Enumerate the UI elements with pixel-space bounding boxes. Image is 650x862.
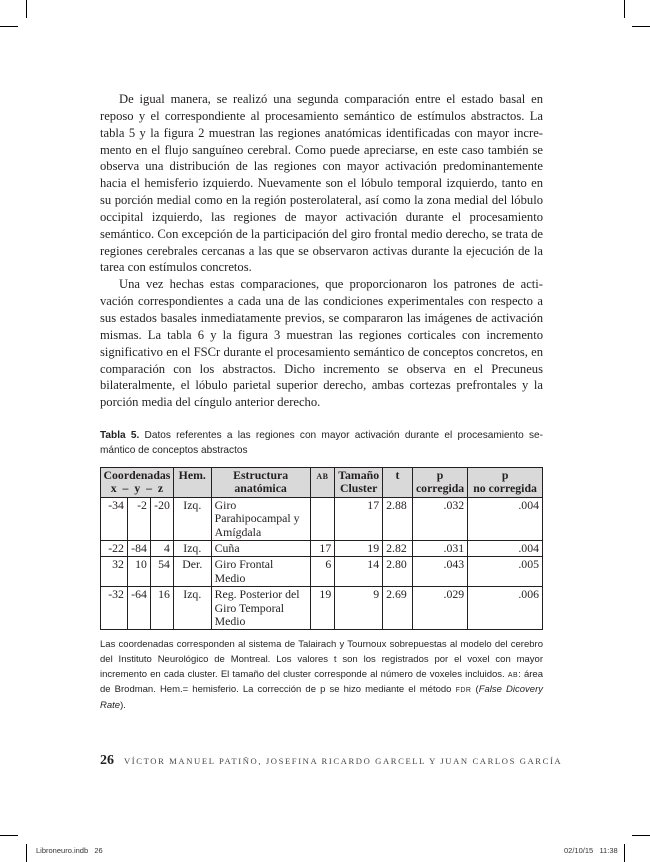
header-coordinates: Coordenadas x – y – z (101, 468, 174, 498)
running-authors: VÍCTOR MANUEL PATIÑO, JOSEFINA RICARDO GARCELL Y JUAN CARLOS GARCÍA (124, 756, 563, 766)
header-cluster: Tamaño Cluster (335, 468, 383, 498)
crop-mark-top-right-v (624, 0, 625, 18)
cell-y: -84 (127, 541, 150, 557)
table-caption (100, 429, 543, 458)
header-t: t (383, 468, 413, 498)
paragraph: Una vez hechas estas comparaciones, que proporcionaron los patrones de activación correspondientes a cada una de las condiciones experimentales con respecto a sus estados basales inmediatamente previos, se compararon las imágenes de activación mismas. La tabla 6 y la figura 3 muestran las regiones corticales con incremento significativo en el FSCr durante el procesamiento semántico de conceptos concretos, en comparación con los abstractos. Dicho incremento se observa en el Precuneus bilateralmente, el lóbulo parietal superior derecho, ambas cortezas prefrontales y la porción media del cíngulo anterior derecho. (100, 277, 543, 410)
table-header-row (101, 468, 543, 498)
cell-cluster: 9 (335, 587, 383, 630)
cell-hem: Izq. (173, 541, 211, 557)
cell-z: 4 (150, 541, 173, 557)
cell-ab (310, 497, 335, 540)
table-caption-text: Datos referentes a las regiones con mayor activación durante el procesamiento semántico de conceptos abstractos (100, 430, 543, 456)
cell-structure: Cuña (211, 541, 310, 557)
cell-t: 2.88 (383, 497, 413, 540)
cell-p-corrected: .032 (412, 497, 467, 540)
cell-structure: Reg. Posterior del Giro Temporal Medio (211, 587, 310, 630)
cell-y: -64 (127, 587, 150, 630)
crop-mark-top-left-h (0, 26, 18, 27)
page-number: 26 (100, 753, 114, 768)
cell-x: -34 (101, 497, 128, 540)
header-structure: Estructura anatómica (211, 468, 310, 498)
cell-ab: 6 (310, 557, 335, 587)
cell-p-corrected: .031 (412, 541, 467, 557)
cell-p-corrected: .029 (412, 587, 467, 630)
table-row (101, 497, 543, 540)
crop-mark-bottom-left-v (26, 844, 27, 862)
table-row (101, 541, 543, 557)
cell-cluster: 17 (335, 497, 383, 540)
cell-hem: Izq. (173, 587, 211, 630)
cell-y: -2 (127, 497, 150, 540)
body-text (100, 91, 543, 411)
cell-z: 16 (150, 587, 173, 630)
cell-z: 54 (150, 557, 173, 587)
page-footer (100, 751, 562, 769)
cell-hem: Izq. (173, 497, 211, 540)
cell-p-uncorrected: .005 (468, 557, 543, 587)
cell-ab: 19 (310, 587, 335, 630)
paragraph: De igual manera, se realizó una segunda comparación entre el estado basal en reposo y el correspondiente al procesamiento semántico de estímulos abstractos. La tabla 5 y la figura 2 muestran las regiones anatómicas identificadas con mayor incremento en el flujo sanguíneo cerebral. Como puede apreciarse, en este caso también se observa una distribución de las regiones con mayor activación predominantemente hacia el hemisferio izquierdo. Nuevamente son el lóbulo temporal izquierdo, tanto en su porción medial como en la región posterolateral, así como la zona medial del lóbulo occipital izquierdo, las regiones de mayor activación durante el procesamiento semántico. Con excepción de la participación del giro frontal medio derecho, se trata de regiones cerebrales cercanas a las que se observaron activas durante la ejecución de la tarea con estímulos concretos. (100, 92, 543, 275)
header-hem: Hem. (173, 468, 211, 498)
cell-hem: Der. (173, 557, 211, 587)
header-p-corrected: p corregida (412, 468, 467, 498)
cell-p-corrected: .043 (412, 557, 467, 587)
ab-abbreviation: AB (507, 671, 519, 679)
cell-t: 2.69 (383, 587, 413, 630)
slug-datetime: 02/10/15 11:38 (564, 846, 618, 855)
cell-p-uncorrected: .006 (468, 587, 543, 630)
fdr-full-name: False Dicovery Rate (100, 684, 543, 712)
slug-file: Libroneuro.indb 26 (36, 846, 103, 855)
crop-mark-top-right-h (632, 26, 650, 27)
header-ab: AB (310, 468, 335, 498)
crop-mark-bottom-right-h (632, 835, 650, 836)
cell-z: -20 (150, 497, 173, 540)
cell-cluster: 19 (335, 541, 383, 557)
data-table (100, 467, 543, 630)
crop-mark-top-left-v (26, 0, 27, 18)
cell-cluster: 14 (335, 557, 383, 587)
header-p-uncorrected: p no corregida (468, 468, 543, 498)
cell-x: -32 (101, 587, 128, 630)
cell-x: 32 (101, 557, 128, 587)
cell-t: 2.82 (383, 541, 413, 557)
cell-ab: 17 (310, 541, 335, 557)
crop-mark-bottom-left-h (0, 835, 18, 836)
table-caption-label: Tabla 5. (100, 430, 140, 441)
fdr-abbreviation: FDR (455, 687, 472, 695)
table-note: Las coordenadas corresponden al sistema de Talairach y Tournoux sobrepuestas al modelo del cerebro del Instituto Neurológico de Montreal. Los valores t son los registrados por el voxel con mayor incremento en cada cluster. El tamaño del cluster corresponde al número de voxeles incluidos. AB: área de Brodman. Hem.= hemisferio. La corrección de p se hizo mediante el método FDR (False Dicovery Rate). (100, 639, 543, 712)
table-row (101, 587, 543, 630)
cell-y: 10 (127, 557, 150, 587)
cell-p-uncorrected: .004 (468, 541, 543, 557)
cell-t: 2.80 (383, 557, 413, 587)
table-row (101, 557, 543, 587)
cell-structure: Giro Parahipocampal y Amígdala (211, 497, 310, 540)
cell-p-uncorrected: .004 (468, 497, 543, 540)
crop-mark-bottom-right-v (624, 844, 625, 862)
cell-structure: Giro Frontal Medio (211, 557, 310, 587)
cell-x: -22 (101, 541, 128, 557)
